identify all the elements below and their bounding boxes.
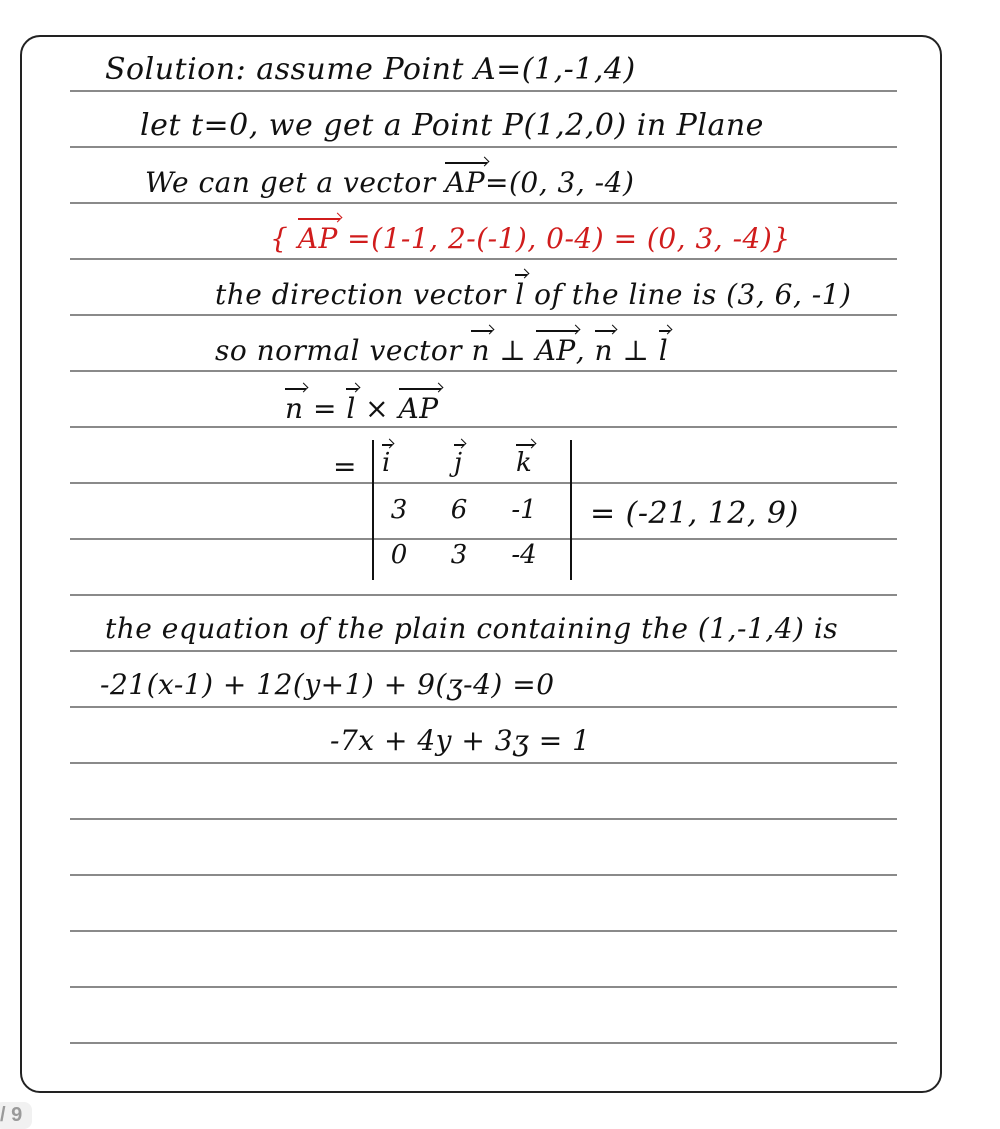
cross-symbol: × [355,392,399,425]
matrix-cell: 3 [390,495,408,525]
page-indicator: / 9 [0,1102,32,1129]
normal-vector-result: = (-21, 12, 9) [590,496,799,531]
unit-vector-j: j [454,448,463,478]
ruled-line [70,370,897,372]
ruled-line [70,818,897,820]
direction-prefix: the direction vector [215,278,516,311]
comma-sep: , [575,334,595,367]
vector-ap-symbol-red: AP [297,222,338,255]
ruled-line [70,930,897,932]
unit-vector-k: k [516,448,532,478]
vector-ap-working [270,222,791,255]
direction-suffix: of the line is (3, 6, -1) [524,278,852,311]
ruled-line [70,594,897,596]
let-t-line: let t=0, we get a Point P(1,2,0) in Plane [140,108,764,143]
equals-sign: = [303,392,347,425]
ruled-line [70,314,897,316]
plane-equation-simplified: -7x + 4y + 3ʒ = 1 [330,724,591,757]
vector-ap-symbol: AP [535,334,576,367]
vector-ap-symbol: AP [444,166,486,199]
vector-l-symbol: l [346,392,356,425]
matrix-cell: -4 [511,540,537,570]
ruled-line [70,202,897,204]
plane-equation-intro: the equation of the plain containing the (1,-1,4) is [105,612,839,645]
ruled-line [70,1042,897,1044]
vector-n-symbol: n [594,334,614,367]
matrix-cell: 0 [390,540,408,570]
perp-symbol: ⊥ [613,334,659,367]
ruled-line [70,650,897,652]
vector-n-symbol: n [471,334,491,367]
normal-vector-line [215,334,668,367]
ruled-line [70,762,897,764]
determinant-matrix [372,440,572,580]
determinant-equals: = [333,450,357,483]
vector-ap-prefix: We can get a vector [145,166,445,199]
vector-ap-symbol: AP [398,392,439,425]
perp-symbol: ⊥ [490,334,536,367]
ruled-line [70,986,897,988]
unit-vector-i: i [382,448,391,478]
ruled-line [70,146,897,148]
direction-vector-line [215,278,851,311]
vector-l-symbol: l [515,278,525,311]
ruled-line [70,706,897,708]
ruled-line [70,426,897,428]
brace-open: { [270,222,298,255]
vector-ap-line [145,166,634,199]
cross-product-line [285,392,439,425]
vector-ap-value: =(0, 3, -4) [485,166,635,199]
ruled-line [70,90,897,92]
solution-heading-line: Solution: assume Point A=(1,-1,4) [105,52,636,87]
matrix-cell: -1 [511,495,537,525]
matrix-cell: 6 [450,495,468,525]
ruled-line [70,258,897,260]
matrix-cell: 3 [450,540,468,570]
vector-n-symbol: n [285,392,304,425]
ruled-line [70,874,897,876]
vector-l-symbol: l [658,334,669,367]
vector-ap-computation: =(1-1, 2-(-1), 0-4) = (0, 3, -4)} [337,222,791,255]
plane-equation-expanded: -21(x-1) + 12(y+1) + 9(ʒ-4) =0 [100,668,555,701]
normal-prefix: so normal vector [215,334,472,367]
